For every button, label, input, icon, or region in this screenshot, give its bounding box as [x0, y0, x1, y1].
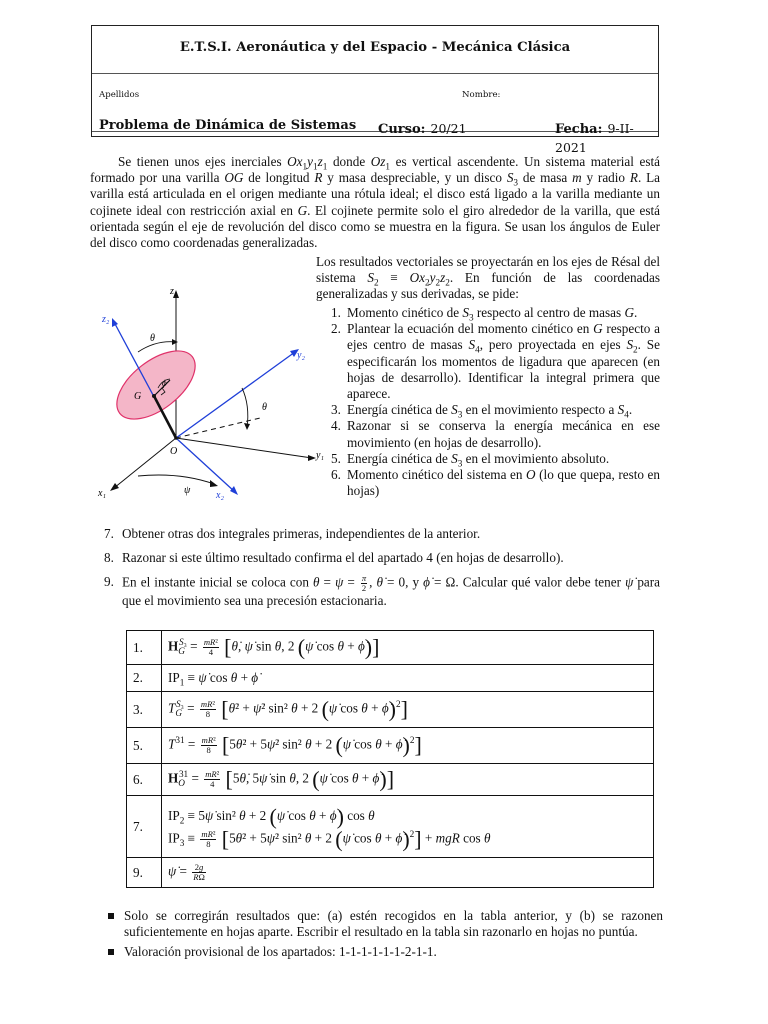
task-list-right [331, 305, 660, 499]
x1-axis [114, 438, 176, 488]
note-item: Valoración provisional de los apartados: 1-1-1-1-1-1-2-1-1. [108, 944, 663, 960]
grading-notes [108, 908, 663, 964]
label-o: O [170, 446, 178, 457]
apellidos-label: Apellidos [99, 90, 140, 100]
result-cell [162, 796, 654, 858]
y1-axis [176, 438, 312, 458]
label-y2: y₂ [297, 350, 305, 361]
curso-value: 20/21 [430, 121, 467, 136]
disc-s3 [105, 338, 207, 432]
table-row [127, 796, 654, 858]
theta-arc-right [242, 388, 248, 428]
row-number: 3. [127, 692, 162, 728]
task-item: 4. Razonar si se conserva la energía mecánica en ese movimiento (en hojas de desarrollo). [331, 418, 660, 450]
result-cell: $H_G^{S_3}$ = $\frac{\text{mR²}}{4}$ [θ̇, ψ̇ sin θ, 2 (ψ̇ cos θ + ϕ̇)] [162, 631, 654, 665]
psi-arc [138, 475, 214, 484]
task-item: 2. Plantear la ecuación del momento cinético en G respecto a ejes centro de masas $S_4$, pero proyectada en ejes $S_2$. Se especificarán los momentos de ligadura que aparecen (en hojas de desarrollo). Identificar la integral primera que aparece. [331, 321, 660, 402]
row-number: 5. [127, 728, 162, 764]
table-row [127, 858, 654, 888]
task-item: 3. Energía cinética de $S_3$ en el movimiento respecto a $S_4$. [331, 402, 633, 420]
task-list-bottom [104, 526, 660, 610]
ip3-expression: $IP_3$ ≡ $\frac{\text{mR²}}{8}$ [5θ̇² + 5ψ̇² sin² θ + 2 (ψ̇ cos θ + ϕ̇)$^2$] + mgR cos θ [168, 826, 491, 852]
problem-statement: Se tienen unos ejes inerciales $Ox_1y_1z_1$ donde $Oz_1$ es vertical ascendente. Un sistema material está formado por una varilla OG de longitud R y masa despreciable, y un disco $S_3$ de masa m y radio R. La varilla está articulada en el origen mediante una rótula ideal; el disco está ligado a la varilla mediante un cojinete ideal con restricción axial en G. El cojinete permite solo el giro alrededor de la varilla, que está orientada según el eje de revolución del disco como se muestra en la figura. Se usan los ángulos de Euler del disco como coordenadas generalizadas. [90, 154, 660, 251]
fecha-value: 9-II-2021 [555, 121, 634, 155]
label-theta-right: θ [262, 402, 267, 413]
note-item: Solo se corregirán resultados que: (a) estén recogidos en la tabla anterior, y (b) se razonen suficientemente en hojas aparte. Escribir el resultado en la tabla sin razonarlo en hojas no puntúa. [108, 908, 663, 940]
task-item: 1. Momento cinético de $S_3$ respecto al centro de masas G. [331, 305, 638, 323]
bullet-square-icon [108, 949, 114, 955]
task-item: 9. En el instante inicial se coloca con θ = ψ = $\frac{\pi}{2}$ , θ̇ = 0, y ϕ̇ = Ω. Calcular qué valor debe tener ψ̇ para que el movimiento sea una precesión estacionaria. [104, 573, 661, 609]
row-number: 6. [127, 764, 162, 796]
row-number: 9. [127, 858, 162, 888]
point-o [174, 436, 178, 440]
theta-arc-top [138, 342, 176, 352]
institution-title: E.T.S.I. Aeronáutica y del Espacio - Mecánica Clásica [179, 40, 571, 55]
result-cell: ψ̇ = $\frac{2g}{R\Omega}$ [162, 858, 654, 888]
row-number: 2. [127, 665, 162, 692]
header-divider [92, 73, 658, 74]
bullet-square-icon [108, 913, 114, 919]
x2-arrowhead [230, 486, 238, 495]
psi-arc-arrow [210, 480, 218, 487]
curso-field [378, 118, 467, 137]
result-cell: $T_G^{S_3}$ = $\frac{\text{mR²}}{8}$ [θ̇² + ψ̇² sin² θ + 2 (ψ̇ cos θ + ϕ̇)$^2$] [162, 692, 654, 728]
table-row [127, 665, 654, 692]
label-y1: y₁ [316, 450, 324, 461]
nombre-label: Nombre: [462, 90, 501, 100]
table-row [127, 764, 654, 796]
label-z2: z₂ [102, 314, 110, 325]
label-phi: ϕ [162, 378, 167, 388]
problem-title: Problema de Dinámica de Sistemas [99, 118, 357, 133]
table-row [127, 692, 654, 728]
row-number: 7. [127, 796, 162, 858]
label-x1: x₁ [98, 488, 106, 499]
label-psi: ψ [184, 485, 191, 496]
point-g [152, 394, 156, 398]
z2-arrowhead [112, 318, 118, 327]
theta-arc-top-arrow [172, 339, 178, 345]
row-number: 1. [127, 631, 162, 665]
theta-arc-right-arrow [244, 423, 250, 430]
label-z1: z₁ [170, 286, 178, 297]
results-table [126, 630, 654, 888]
fecha-label: Fecha: [555, 122, 603, 137]
task-item: 5. Energía cinética de $S_3$ en el movimiento absoluto. [331, 450, 610, 469]
task-item: 6. Momento cinético del sistema en O (lo que quepa, resto en hojas) [331, 467, 661, 499]
label-g: G [134, 391, 142, 402]
euler-angles-diagram [90, 280, 330, 510]
result-cell: $H_O^{31}$ = $\frac{\text{mR²}}{4}$ [5θ̇, 5ψ̇ sin θ, 2 (ψ̇ cos θ + ϕ̇)] [162, 764, 654, 796]
curso-label: Curso: [378, 122, 426, 137]
task-item: 7. Obtener otras dos integrales primeras, independientes de la anterior. [104, 526, 481, 541]
result-cell: $T^{31}$ = $\frac{\text{mR²}}{8}$ [5θ̇² + 5ψ̇² sin² θ + 2 (ψ̇ cos θ + ϕ̇)$^2$] [162, 728, 654, 764]
tasks-intro: Los resultados vectoriales se proyectarán en los ejes de Résal del sistema $S_2 \equiv Ox_2y_2z_2$. En función de las coordenadas generalizadas y sus derivadas, se pide: [316, 254, 661, 302]
label-x2: x₂ [216, 490, 224, 501]
table-row [127, 631, 654, 665]
x1-arrowhead [110, 483, 119, 491]
label-theta-top: θ [150, 333, 155, 344]
x2-axis [176, 438, 235, 492]
exam-header [91, 25, 659, 155]
fecha-field [555, 118, 658, 156]
task-item: 8. Razonar si este último resultado confirma el del apartado 4 (en hojas de desarrollo). [104, 550, 564, 566]
table-row [127, 728, 654, 764]
result-cell: $IP_1$ ≡ ψ̇ cos θ + ϕ̇ [162, 665, 654, 692]
y1-arrowhead [308, 455, 316, 461]
ip2-expression: $IP_2$ ≡ 5ψ̇ sin² θ + 2 (ψ̇ cos θ + ϕ̇) cos θ [168, 803, 375, 829]
